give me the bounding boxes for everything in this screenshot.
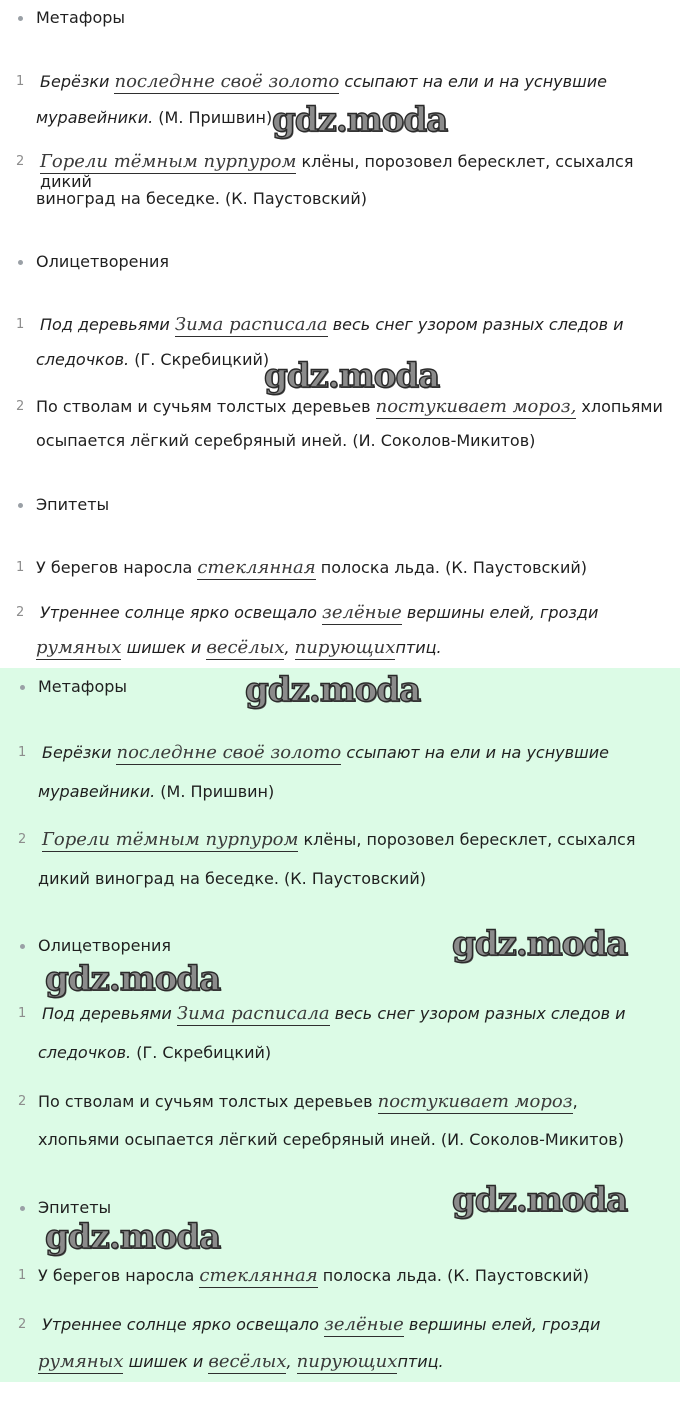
personification-1-line2: следочков. (Г. Скребицкий) xyxy=(38,1043,272,1062)
personification-2-line1: По стволам и сучьям толстых деревьев постукивает мороз, xyxy=(38,1091,578,1112)
metaphor-2-line2: дикий виноград на беседке. (К. Паустовский) xyxy=(38,869,426,888)
highlight-word: румяных xyxy=(38,1351,124,1372)
highlight-phrase: Зима расписала xyxy=(174,314,328,335)
highlight-word: стеклянная xyxy=(199,1265,318,1286)
watermark-logo: gdz.moda xyxy=(452,924,628,964)
bullet-dot xyxy=(18,16,23,21)
highlight-phrase: Горели тёмным пурпуром xyxy=(40,151,297,172)
bullet-dot xyxy=(20,944,25,949)
section-heading-epithets: Эпитеты xyxy=(36,495,109,515)
watermark-logo: gdz.moda xyxy=(245,670,421,710)
item-number: 1 xyxy=(16,560,25,575)
metaphor-1-line1: Берёзки последнне своё золото ссыпают на ели и на уснувшие xyxy=(42,742,609,763)
personification-1-line2: следочков. (Г. Скребицкий) xyxy=(36,350,270,369)
item-number: 1 xyxy=(16,74,25,89)
highlight-word: весёлых xyxy=(208,1351,287,1372)
highlight-phrase: последнне своё золото xyxy=(116,742,342,763)
epithet-1-line1: У берегов наросла стеклянная полоска льда. (К. Паустовский) xyxy=(38,1265,590,1286)
metaphor-2-line1: Горели тёмным пурпуром клёны, порозовел бересклет, ссыхался дикий xyxy=(40,151,634,191)
section-heading-metaphors: Метафоры xyxy=(36,8,125,28)
metaphor-1-line1: Берёзки последнне своё золото ссыпают на ели и на уснувшие xyxy=(40,71,607,92)
answer-block-plain xyxy=(0,0,680,668)
highlight-word: пирующих xyxy=(294,637,396,658)
watermark-logo: gdz.moda xyxy=(264,356,440,396)
highlight-phrase: последнне своё золото xyxy=(114,71,340,92)
item-number: 1 xyxy=(18,1268,27,1283)
epithet-2-line2: румяных шишек и весёлых, пирующихптиц. xyxy=(38,1351,444,1372)
item-number: 1 xyxy=(18,745,27,760)
item-number: 2 xyxy=(16,399,25,414)
personification-2-line2: осыпается лёгкий серебряный иней. (И. Соколов-Микитов) xyxy=(36,431,536,450)
item-number: 2 xyxy=(18,832,27,847)
personification-1-line1: Под деревьями Зима расписала весь снег узором разных следов и xyxy=(42,1003,626,1024)
highlight-word: пирующих xyxy=(296,1351,398,1372)
answer-block-highlighted xyxy=(0,668,680,1382)
item-number: 2 xyxy=(18,1094,27,1109)
section-heading-personifications: Олицетворения xyxy=(38,936,171,956)
bullet-dot xyxy=(20,685,25,690)
item-number: 2 xyxy=(18,1317,27,1332)
metaphor-1-line2: муравейники. (М. Пришвин) xyxy=(38,782,275,801)
highlight-phrase: Зима расписала xyxy=(176,1003,330,1024)
personification-2-line1: По стволам и сучьям толстых деревьев постукивает мороз, хлопьями xyxy=(36,396,663,417)
item-number: 1 xyxy=(16,317,25,332)
watermark-logo: gdz.moda xyxy=(452,1180,628,1220)
watermark-logo: gdz.moda xyxy=(272,100,448,140)
highlight-word: весёлых xyxy=(206,637,285,658)
item-number: 2 xyxy=(16,154,25,169)
personification-2-line2: хлопьями осыпается лёгкий серебряный иней. (И. Соколов-Микитов) xyxy=(38,1130,624,1149)
item-number: 2 xyxy=(16,605,25,620)
highlight-word: стеклянная xyxy=(197,557,316,578)
personification-1-line1: Под деревьями Зима расписала весь снег узором разных следов и xyxy=(40,314,624,335)
highlight-word: зелёные xyxy=(322,602,402,623)
bullet-dot xyxy=(18,503,23,508)
metaphor-1-line2: муравейники. (М. Пришвин) xyxy=(36,108,273,127)
bullet-dot xyxy=(20,1206,25,1211)
section-heading-metaphors: Метафоры xyxy=(38,677,127,697)
epithet-2-line1: Утреннее солнце ярко освещало зелёные вершины елей, грозди xyxy=(40,602,599,623)
watermark-logo: gdz.moda xyxy=(45,1217,221,1257)
epithet-1-line1: У берегов наросла стеклянная полоска льда. (К. Паустовский) xyxy=(36,557,588,578)
bullet-dot xyxy=(18,260,23,265)
metaphor-2-line2: виноград на беседке. (К. Паустовский) xyxy=(36,189,367,208)
section-heading-epithets: Эпитеты xyxy=(38,1198,111,1218)
highlight-phrase: постукивает мороз, xyxy=(375,396,577,417)
highlight-word: зелёные xyxy=(324,1314,404,1335)
epithet-2-line1: Утреннее солнце ярко освещало зелёные вершины елей, грозди xyxy=(42,1314,601,1335)
watermark-logo: gdz.moda xyxy=(45,959,221,999)
item-number: 1 xyxy=(18,1006,27,1021)
highlight-phrase: Горели тёмным пурпуром xyxy=(42,829,299,850)
highlight-phrase: постукивает мороз xyxy=(377,1091,573,1112)
metaphor-2-line1: Горели тёмным пурпуром клёны, порозовел бересклет, ссыхался xyxy=(42,829,636,850)
highlight-word: румяных xyxy=(36,637,122,658)
section-heading-personifications: Олицетворения xyxy=(36,252,169,272)
epithet-2-line2: румяных шишек и весёлых, пирующихптиц. xyxy=(36,637,442,658)
